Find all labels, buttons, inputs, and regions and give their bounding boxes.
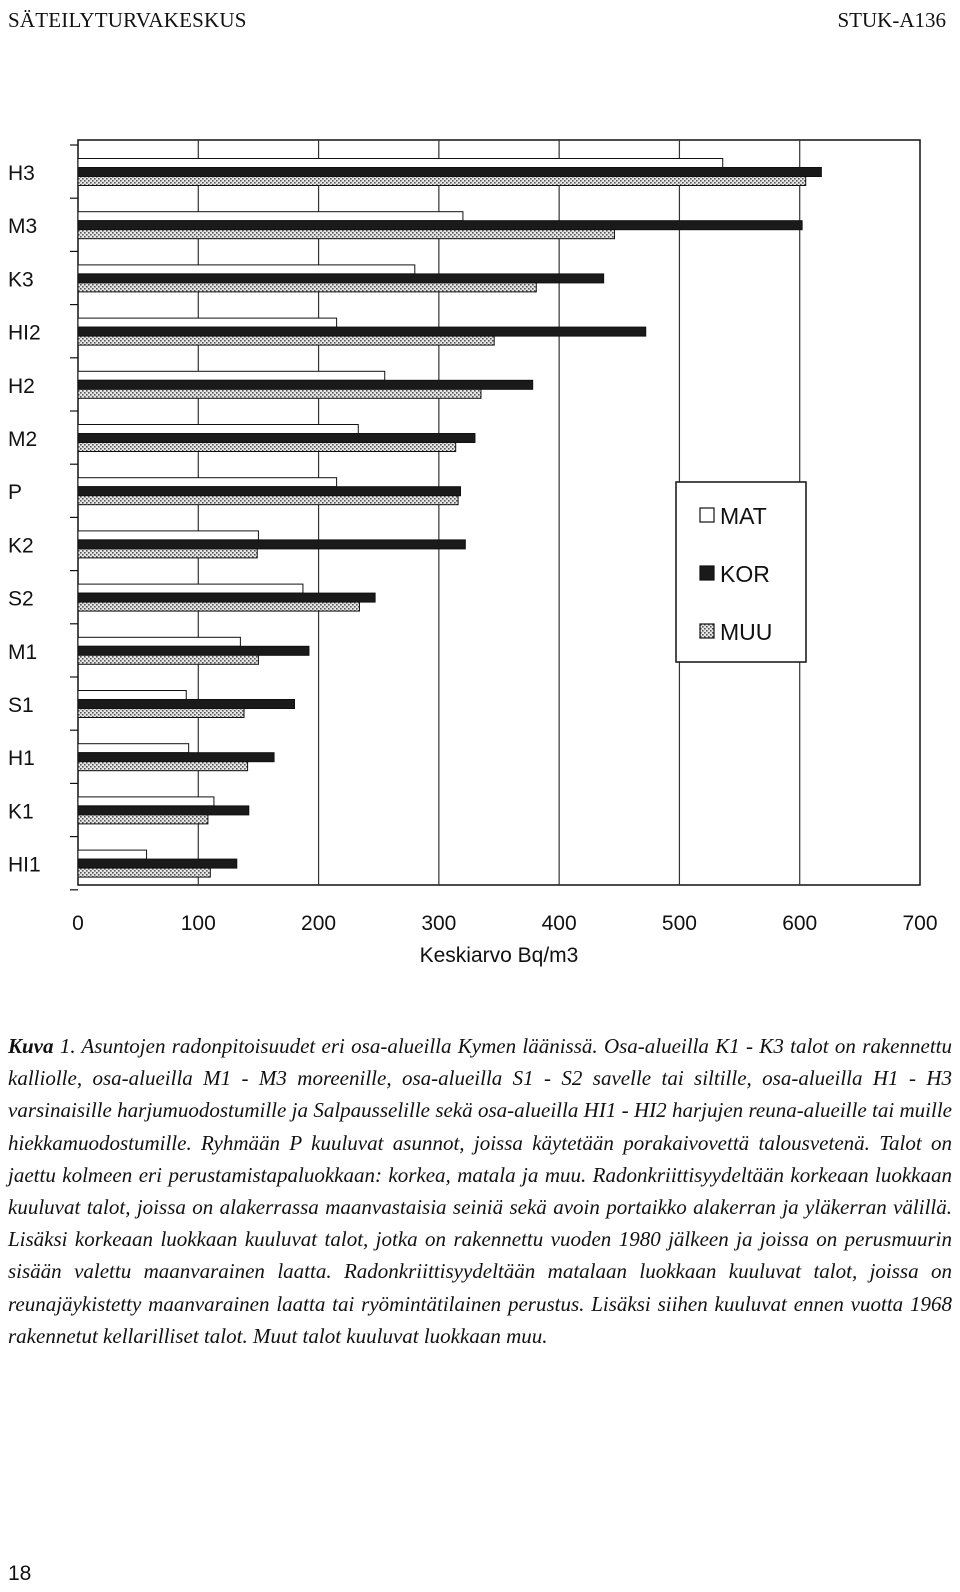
bar-kor-k3 bbox=[78, 274, 604, 283]
bar-kor-k2 bbox=[78, 540, 465, 549]
bar-muu-m1 bbox=[78, 655, 258, 664]
x-tick-label: 300 bbox=[421, 912, 457, 935]
caption-text: 1. Asuntojen radonpitoisuudet eri osa-alueilla Kymen läänissä. Osa-alueilla K1 - K3 talot on rakennettu kalliolle, osa-alueilla M1 - M3 moreenille, osa-alueilla S1 - S2 savelle tai siltille, osa-alueilla H1 - H3 varsinaisille harjumuodostumille ja Salpausselille sekä osa-alueilla HI1 - HI2 harjujen reuna-alueille tai muille hiekkamuodostumille. Ryhmään P kuuluvat asunnot, joissa käytetään porakaivovettä talousvetenä. Talot on jaettu kolmeen eri perustamistapaluokkaan: korkea, matala ja muu. Radonkriittisyydeltään korkeaan luokkaan kuuluvat talot, joissa on alakerrassa maanvastaisia seiniä sekä avoin portaikko alakerran ja yläkerran välillä. Lisäksi korkeaan luokkaan kuuluvat talot, jotka on rakennettu vuoden 1980 jälkeen ja joissa on perusmuurin sisään valettu maanvarainen laatta. Radonkriittisyydeltään matalaan luokkaan kuuluvat talot, joissa on reunajäykistetty maanvarainen laatta tai ryömintätilainen perustus. Lisäksi siihen kuuluvat ennen vuotta 1968 rakennetut kellarilliset talot. Muut talot kuuluvat luokkaan muu. bbox=[8, 1034, 952, 1348]
bar-mat-m1 bbox=[78, 637, 240, 646]
x-tick-label: 100 bbox=[180, 912, 216, 935]
bar-kor-h1 bbox=[78, 753, 274, 762]
bar-muu-k3 bbox=[78, 283, 536, 292]
bar-muu-h3 bbox=[78, 177, 806, 186]
running-header-right: STUK-A136 bbox=[837, 8, 946, 32]
bar-muu-m2 bbox=[78, 443, 456, 452]
category-label: M1 bbox=[8, 640, 38, 664]
bar-muu-k1 bbox=[78, 815, 208, 824]
bar-kor-hi1 bbox=[78, 859, 237, 868]
x-tick-labels bbox=[72, 912, 937, 935]
bar-muu-hi1 bbox=[78, 868, 210, 877]
bar-kor-m3 bbox=[78, 221, 802, 230]
legend-swatch-kor bbox=[700, 566, 714, 580]
legend bbox=[676, 482, 806, 662]
bar-kor-s1 bbox=[78, 700, 295, 709]
legend-swatch-mat bbox=[700, 508, 714, 522]
bar-muu-k2 bbox=[78, 549, 257, 558]
radon-bar-chart bbox=[0, 120, 960, 1000]
legend-swatch-muu bbox=[700, 624, 714, 638]
category-label: H1 bbox=[8, 747, 35, 771]
bar-kor-h2 bbox=[78, 380, 533, 389]
bar-mat-m2 bbox=[78, 425, 358, 434]
bar-mat-m3 bbox=[78, 212, 463, 221]
x-tick-label: 200 bbox=[301, 912, 337, 935]
x-axis-title: Keskiarvo Bq/m3 bbox=[419, 944, 579, 967]
bar-mat-k1 bbox=[78, 797, 214, 806]
bar-mat-hi1 bbox=[78, 850, 147, 859]
bar-mat-h2 bbox=[78, 371, 385, 380]
category-label: K1 bbox=[8, 800, 34, 824]
bar-muu-h1 bbox=[78, 762, 248, 771]
category-label: H3 bbox=[8, 162, 35, 185]
bar-muu-h2 bbox=[78, 389, 481, 398]
running-header-left: SÄTEILYTURVAKESKUS bbox=[8, 8, 247, 32]
bar-mat-s2 bbox=[78, 584, 303, 593]
bar-mat-h1 bbox=[78, 744, 189, 753]
legend-label-kor: KOR bbox=[720, 561, 770, 587]
category-label: S2 bbox=[8, 587, 34, 611]
x-tick-label: 400 bbox=[541, 912, 577, 935]
bar-muu-s1 bbox=[78, 709, 244, 718]
bar-mat-h3 bbox=[78, 159, 723, 168]
category-label: P bbox=[8, 481, 23, 505]
bar-mat-s1 bbox=[78, 691, 186, 700]
page-number: 18 bbox=[8, 1562, 32, 1585]
category-label: S1 bbox=[8, 694, 34, 717]
bar-kor-m1 bbox=[78, 646, 309, 655]
category-label: HI1 bbox=[8, 853, 41, 877]
category-labels bbox=[8, 162, 41, 877]
category-label: M2 bbox=[8, 428, 38, 451]
x-tick-label: 600 bbox=[782, 912, 818, 935]
bar-kor-k1 bbox=[78, 806, 249, 815]
bar-mat-p bbox=[78, 478, 337, 487]
bar-mat-hi2 bbox=[78, 318, 337, 327]
x-tick-label: 700 bbox=[902, 912, 938, 935]
bar-kor-p bbox=[78, 487, 461, 496]
caption-label: Kuva bbox=[8, 1034, 54, 1058]
category-label: H2 bbox=[8, 374, 35, 398]
category-label: M3 bbox=[8, 215, 38, 239]
bar-mat-k3 bbox=[78, 265, 415, 274]
bar-muu-p bbox=[78, 496, 458, 505]
bar-kor-m2 bbox=[78, 434, 475, 443]
category-label: K3 bbox=[8, 268, 34, 292]
bar-muu-hi2 bbox=[78, 336, 494, 345]
figure-caption bbox=[8, 1030, 952, 1352]
bar-kor-hi2 bbox=[78, 327, 646, 336]
legend-label-muu: MUU bbox=[720, 619, 773, 645]
category-label: K2 bbox=[8, 534, 34, 558]
bar-kor-h3 bbox=[78, 168, 821, 177]
category-label: HI2 bbox=[8, 321, 41, 345]
legend-label-mat: MAT bbox=[720, 503, 767, 529]
bar-muu-s2 bbox=[78, 602, 359, 611]
x-tick-label: 500 bbox=[661, 912, 697, 935]
bar-kor-s2 bbox=[78, 593, 375, 602]
bar-muu-m3 bbox=[78, 230, 614, 239]
bar-mat-k2 bbox=[78, 531, 258, 540]
x-tick-label: 0 bbox=[72, 912, 84, 935]
